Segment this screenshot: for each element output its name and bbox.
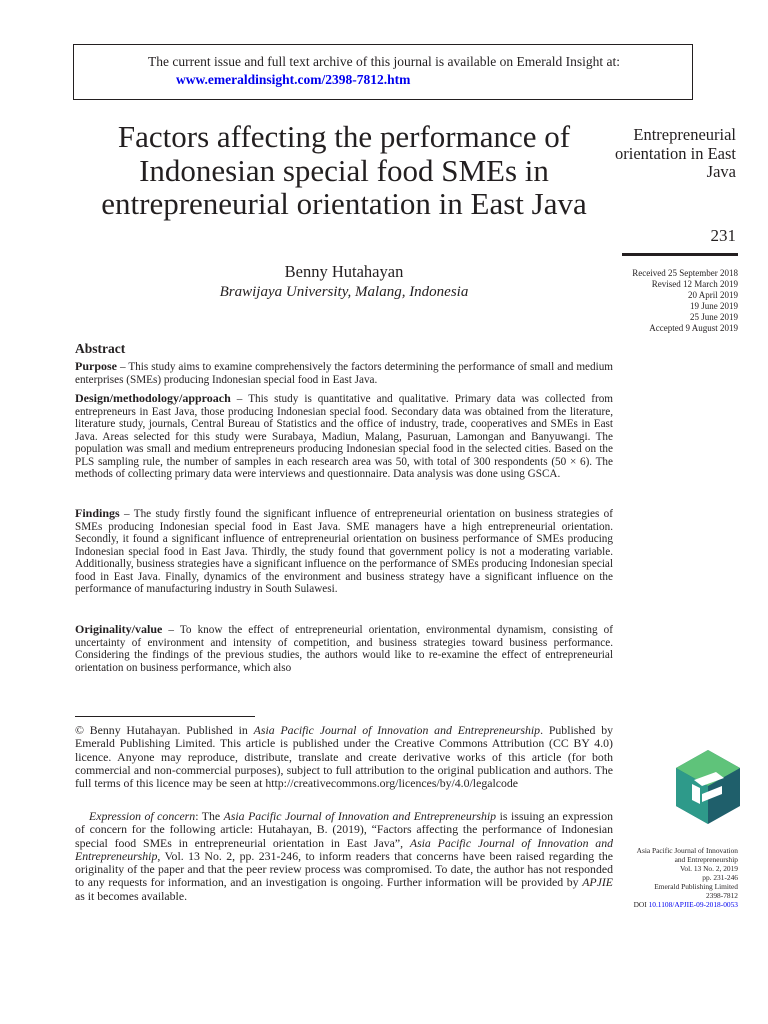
license-text-b: . Published by Emerald Publishing Limited. This article is published under the Creative Commons Attribution (CC BY 4.0) licence. Anyone may reproduce, distribute, translate and create derivative works of this article (for both commercial and non-commercial purposes), subject to full attribution to the original publication and authors. The full terms of this licence may be seen at http://creativecommons.org/licences/by/4.0/legalcode (75, 723, 614, 791)
license-journal-name: Asia Pacific Journal of Innovation and Entrepreneurship (253, 723, 541, 737)
abstract-design (75, 392, 613, 481)
license-text-a: © Benny Hutahayan. Published in (75, 723, 254, 737)
margin-rule (622, 253, 738, 256)
abstract-originality (75, 623, 613, 674)
journal-info-name-1: Asia Pacific Journal of Innovation (636, 846, 738, 855)
originality-text: – To know the effect of entrepreneurial orientation, environmental dynamism, consisting of uncertainty of environment and intensity of competition, and business strategies toward business performance. Considering the findings of the previous studies, the authors would like to re-examine the effect of entrepreneurial orientation on business performance, which also (75, 624, 613, 674)
history-dates (600, 268, 738, 334)
purpose-label: Purpose (75, 359, 117, 373)
date-received: Received 25 September 2018 (632, 268, 738, 278)
author-affiliation: Brawijaya University, Malang, Indonesia (219, 284, 469, 300)
doi-link[interactable]: 10.1108/APJIE-09-2018-0053 (648, 900, 738, 909)
abstract-heading: Abstract (75, 341, 126, 356)
journal-info-issn: 2398-7812 (705, 891, 738, 900)
journal-info-publisher: Emerald Publishing Limited (654, 882, 738, 891)
concern-footnote (75, 810, 613, 903)
journal-info-name-2: and Entrepreneurship (674, 855, 738, 864)
journal-info-volume: Vol. 13 No. 2, 2019 (680, 864, 738, 873)
article-title: Factors affecting the performance of Indonesian special food SMEs in entrepreneurial orientation in East Java (101, 119, 587, 221)
journal-url-link[interactable]: www.emeraldinsight.com/2398-7812.htm (176, 72, 411, 87)
concern-apjie: APJIE (582, 875, 613, 890)
author-name: Benny Hutahayan (284, 262, 404, 281)
date-revised-4: 25 June 2019 (690, 312, 738, 322)
page-number: 231 (710, 226, 736, 245)
running-title: Entrepreneurial orientation in East Java (615, 125, 736, 181)
doi-label: DOI (633, 900, 649, 909)
purpose-text: – This study aims to examine comprehensively the factors determining the performance of small and medium enterprises (SMEs) producing Indonesian special food in East Java. (75, 361, 613, 386)
date-revised-1: Revised 12 March 2019 (651, 279, 738, 289)
license-footnote (75, 724, 613, 790)
concern-text-d: as it becomes available. (75, 888, 188, 903)
design-label: Design/methodology/approach (75, 391, 231, 405)
findings-text: – The study firstly found the significant influence of entrepreneurial orientation on business strategies of SMEs producing Indonesian special food in East Java. SME managers have a high entrepreneurial orientation. Secondly, it found a significant influence of entrepreneurial orientation on business performance of SMEs producing Indonesian special food in East Java. Thirdly, the study found that government policy is not a moderating variable. Additionally, business strategies have a significant influence on the performance of SMEs producing Indonesian special food in East Java. Finally, dynamics of the environment and business strategy have a significant influence on the performance of manufacturing industry in South Sulawesi. (75, 508, 613, 595)
abstract-purpose (75, 360, 613, 386)
design-text: – This study is quantitative and qualitative. Primary data was collected from entrepreneurs in East Java, those producing Indonesian special food. Secondary data was obtained from the literature, literature study, journals, Central Bureau of Statistics and the office of industry, trade, cooperatives and SMEs in East Java. Areas selected for this study were Surabaya, Madiun, Malang, Pasuruan, Lamongan and Banyuwangi. The population was small and medium entrepreneurs producing Indonesian special food in the selected cities. Based on the PLS sampling rule, the number of samples in each research area was 50, with total of 300 respondents (50 × 6). The methods of collecting primary data were interviews and questionnaire. Data analysis was done using GSCA. (75, 393, 613, 480)
abstract-findings (75, 507, 613, 596)
concern-journal-name-2: Asia Pacific Journal of Innovation and Entrepreneurship (75, 835, 613, 863)
date-accepted: Accepted 9 August 2019 (649, 323, 738, 333)
date-revised-2: 20 April 2019 (687, 290, 738, 300)
concern-text-b: is issuing an expression of concern for the following article: Hutahayan, B. (2019), “Factors affecting the performance of Indonesian special food SMEs in entrepreneurial orientation in East Java”, (75, 809, 614, 850)
concern-journal-name-1: Asia Pacific Journal of Innovation and Entrepreneurship (223, 809, 497, 823)
concern-text-a: : The (195, 809, 224, 823)
journal-info (600, 846, 738, 909)
journal-info-pages: pp. 231-246 (702, 873, 738, 882)
footnote-rule (75, 716, 255, 717)
journal-info-doi-line (600, 900, 738, 909)
findings-label: Findings (75, 506, 120, 520)
originality-label: Originality/value (75, 622, 163, 636)
concern-text-c: , Vol. 13 No. 2, pp. 231-246, to inform readers that concerns have been raised regarding the originality of the paper and that the peer review process was compromised. To date, the author has not responded to any requests for information, and an investigation is ongoing. Further information will be provided by (75, 848, 613, 890)
emerald-logo-icon (676, 750, 740, 824)
header-availability-text: The current issue and full text archive of this journal is available on Emerald Insight at: (148, 54, 620, 69)
concern-label: Expression of concern (89, 809, 196, 823)
date-revised-3: 19 June 2019 (690, 301, 738, 311)
